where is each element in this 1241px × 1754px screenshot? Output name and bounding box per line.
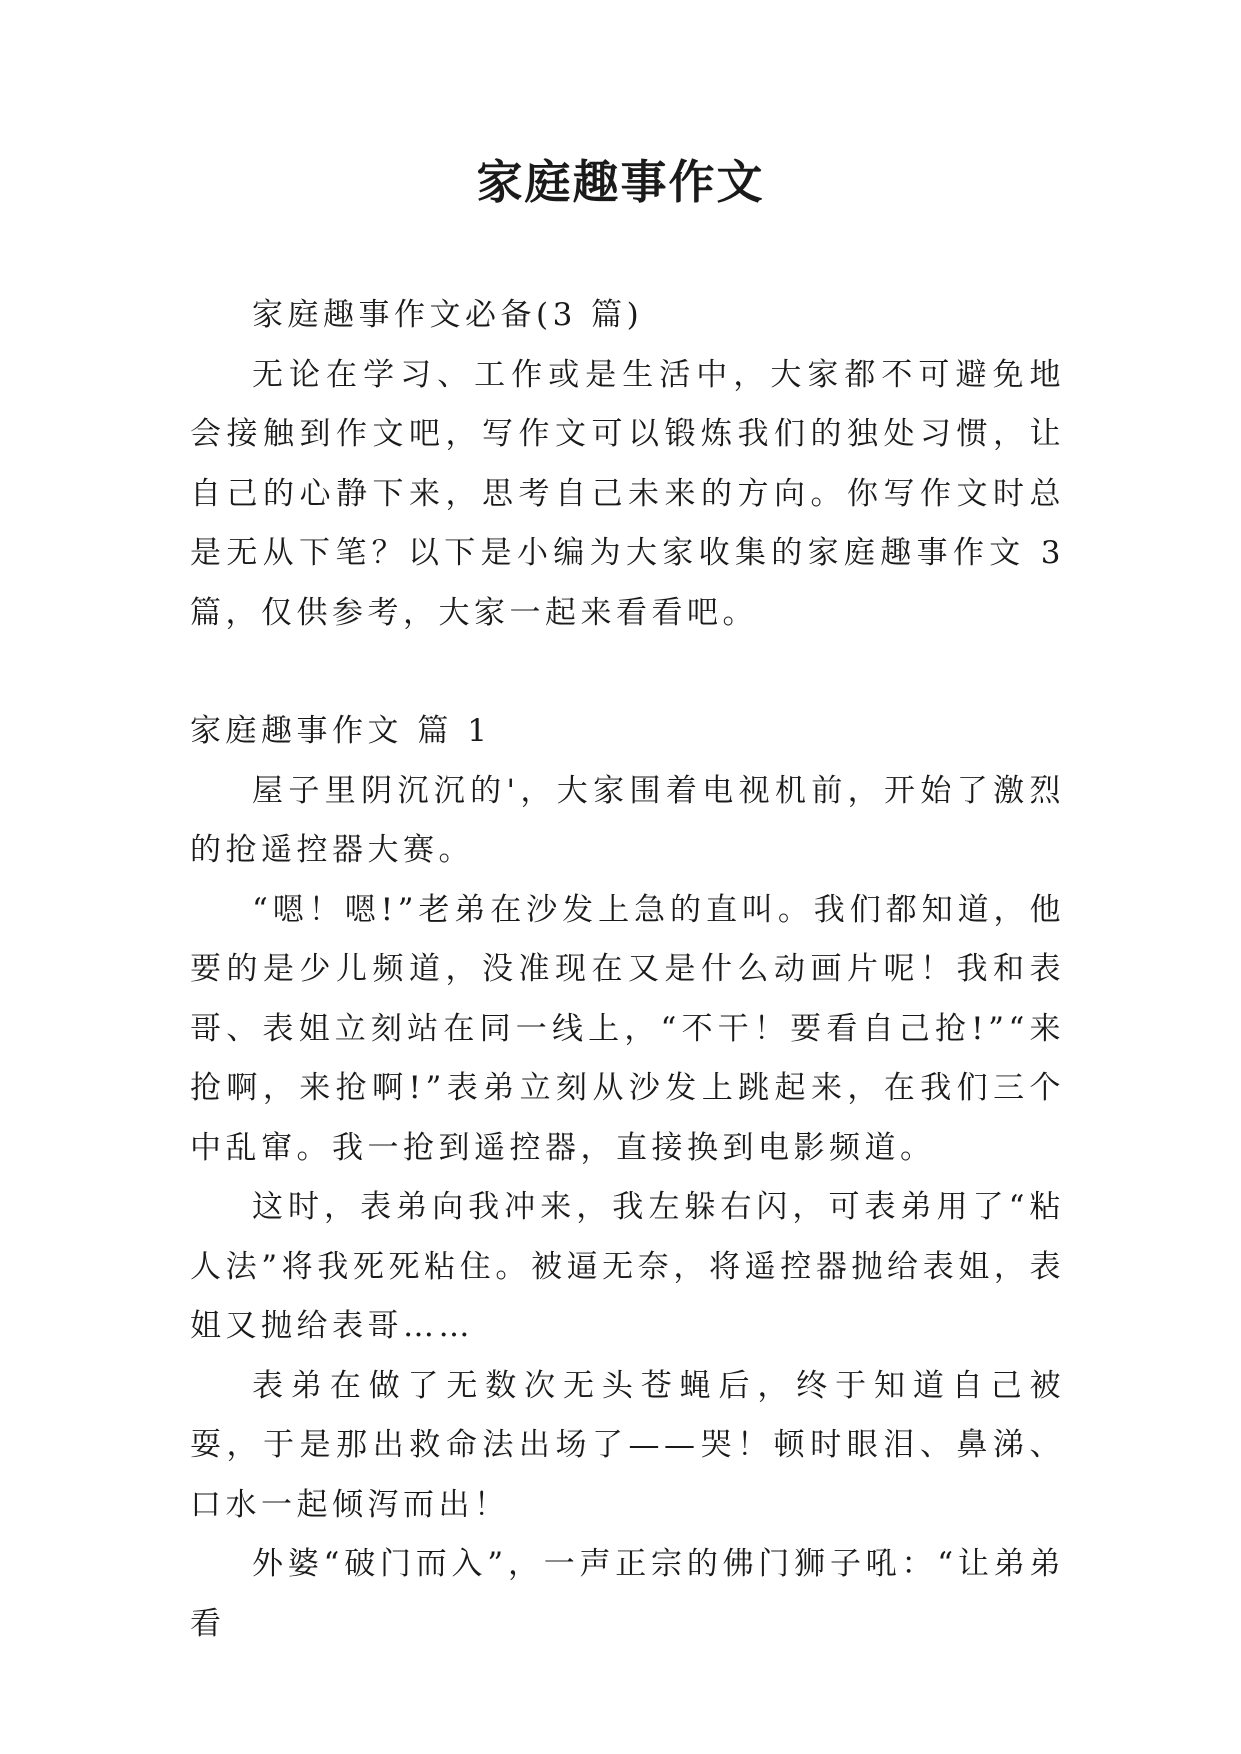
- document-title: 家庭趣事作文: [476, 155, 765, 209]
- document-subtitle: 家庭趣事作文必备(3 篇): [252, 297, 644, 333]
- body-paragraph: 外婆“破门而入”，一声正宗的佛门狮子吼：“让弟弟看: [190, 1546, 1065, 1642]
- intro-paragraph: 无论在学习、工作或是生活中，大家都不可避免地会接触到作文吧，写作文可以锻炼我们的独处习惯，让自己的心静下来，思考自己未来的方向。你写作文时总是无从下笔？以下是小编为大家收集的家庭趣事作文 3 篇，仅供参考，大家一起来看看吧。: [190, 356, 1065, 631]
- body-paragraph: 这时，表弟向我冲来，我左躲右闪，可表弟用了“粘人法”将我死死粘住。被逼无奈，将遥控器抛给表姐，表姐又抛给表哥……: [190, 1189, 1065, 1344]
- body-paragraph: “嗯！嗯!”老弟在沙发上急的直叫。我们都知道，他要的是少儿频道，没准现在又是什么动画片呢！我和表哥、表姐立刻站在同一线上，“不干！要看自己抢!”“来抢啊，来抢啊!”表弟立刻从沙发上跳起来，在我们三个中乱窜。我一抢到遥控器，直接换到电影频道。: [190, 891, 1065, 1166]
- document-body: [190, 286, 1065, 1654]
- body-paragraph: 屋子里阴沉沉的'，大家围着电视机前，开始了激烈的抢遥控器大赛。: [190, 772, 1065, 868]
- body-paragraph: 表弟在做了无数次无头苍蝇后，终于知道自己被耍，于是那出救命法出场了——哭！顿时眼泪、鼻涕、口水一起倾泻而出！: [190, 1367, 1065, 1523]
- section-heading: 家庭趣事作文 篇 1: [190, 713, 492, 749]
